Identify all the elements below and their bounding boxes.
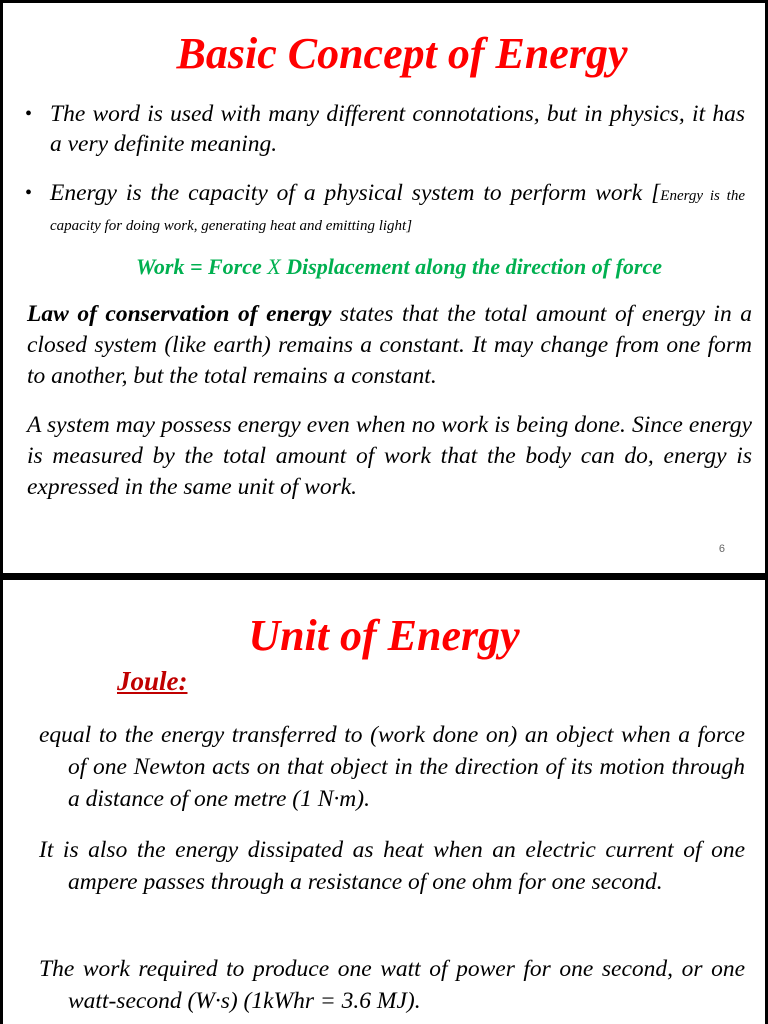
bullet-item [25,99,745,159]
joule-subtitle: Joule: [117,666,188,696]
formula-operator: X [267,254,281,279]
slide-basic-concept [3,3,765,573]
bullet-dot-icon: • [25,103,33,125]
formula-right: Displacement along the direction of force [280,254,663,279]
watt-second-definition: The work required to produce one watt of power for one second, or one watt-second (W·s) (1kWhr = 3.6 MJ). [39,956,745,1014]
bullet-text: The word is used with many different connotations, but in physics, it has a very definite meaning. [50,101,745,157]
law-term: Law of conservation of energy [27,301,332,327]
law-paragraph [27,299,752,392]
law-text: states that the total amount of energy in a closed system (like earth) remains a constant. It may change from one form to another, but the total remains a constant. [27,301,752,389]
bullet-list [25,99,745,159]
formula-left: Work = Force [135,254,268,279]
work-formula [3,253,765,281]
bullet-dot-icon: • [25,182,33,204]
bullet-list [25,178,745,238]
bullet-text: Energy is the capacity of a physical system to perform work [ [50,180,661,206]
joule-definition: equal to the energy transferred to (work done on) an object when a force of one Newton acts on that object in the direction of its motion through a distance of one metre (1 N·m). [39,722,745,812]
energy-paragraph: A system may possess energy even when no work is being done. Since energy is measured by the total amount of work that the body can do, energy is expressed in the same unit of work. [27,412,752,500]
slide-unit-of-energy [3,580,765,1024]
bullet-note: Energy is the capacity for doing work, generating heat and emitting light] [50,188,745,234]
slide-title: Unit of Energy [248,611,520,660]
bullet-item [25,178,745,238]
joule-heat-definition: It is also the energy dissipated as heat when an electric current of one ampere passes through a resistance of one ohm for one second. [39,837,745,895]
page-number: 6 [718,543,725,555]
slide-title: Basic Concept of Energy [176,29,628,78]
